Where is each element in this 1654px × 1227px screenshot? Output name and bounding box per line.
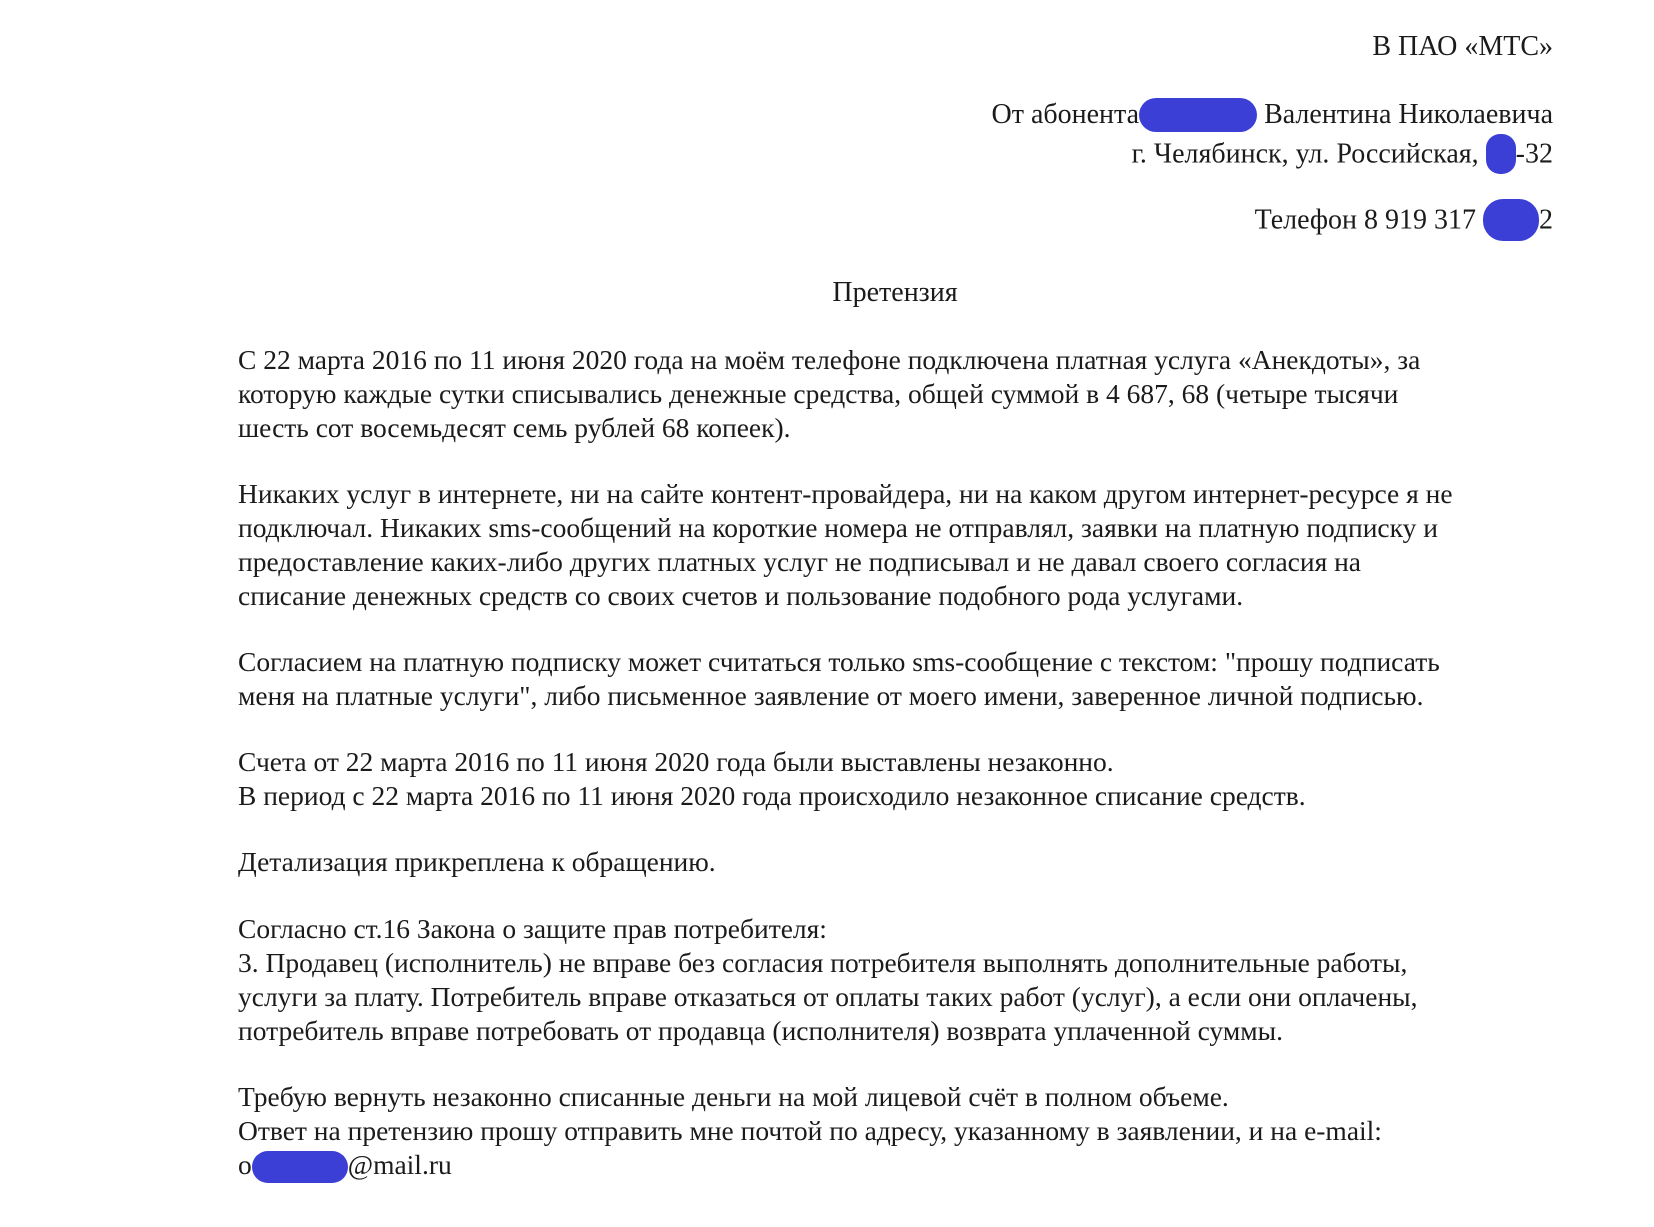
paragraph-line: Никаких услуг в интернете, ни на сайте контент-провайдера, ни на каком другом интернет-ресурсе я не [238,478,1453,509]
redaction-mark-phone [1483,199,1539,241]
paragraph-line: С 22 марта 2016 по 11 июня 2020 года на моём телефоне подключена платная услуга «Анекдоты», за [238,344,1421,375]
paragraph-line: Требую вернуть незаконно списанные деньги на мой лицевой счёт в полном объеме. [238,1081,1229,1112]
paragraph-line: 3. Продавец (исполнитель) не вправе без согласия потребителя выполнять дополнительные работы, [238,947,1408,978]
paragraph-line: Ответ на претензию прошу отправить мне почтой по адресу, указанному в заявлении, и на e-mail: [238,1115,1382,1146]
address-line [1132,136,1553,176]
recipient-line [1372,30,1553,64]
paragraph-line: которую каждые сутки списывались денежные средства, общей суммой в 4 687, 68 (четыре тысячи [238,378,1399,409]
paragraph-line: Счета от 22 марта 2016 по 11 июня 2020 года были выставлены незаконно. [238,746,1114,777]
paragraph-line: предоставление каких-либо других платных услуг не подписывал и не давал своего согласия на [238,546,1362,577]
email-line [238,1148,1588,1184]
document-title [0,276,1654,310]
paragraph-line: Детализация прикреплена к обращению. [238,846,716,877]
paragraph-3 [238,645,1588,713]
phone-line [1255,201,1553,243]
sender-name: Валентина Николаевича [1264,99,1553,130]
redaction-mark-email [252,1151,348,1183]
paragraph-line: меня на платные услуги", либо письменное заявление от моего имени, заверенное личной подписью. [238,680,1424,711]
paragraph-7 [238,1080,1588,1184]
redaction-mark-house [1486,134,1516,174]
paragraph-line: Согласием на платную подписку может считаться только sms-сообщение с текстом: "прошу подписать [238,646,1440,677]
paragraph-line: потребитель вправе потребовать от продавца (исполнителя) возврата уплаченной суммы. [238,1015,1283,1046]
paragraph-line: В период с 22 марта 2016 по 11 июня 2020 года происходило незаконное списание средств. [238,780,1306,811]
paragraph-line: шесть сот восемьдесят семь рублей 68 копеек). [238,412,791,443]
paragraph-line: услуги за плату. Потребитель вправе отказаться от оплаты таких работ (услуг), а если они оплачены, [238,981,1418,1012]
paragraph-6 [238,912,1588,1048]
email-suffix: @mail.ru [347,1149,452,1180]
paragraph-5 [238,845,1588,879]
paragraph-4 [238,745,1588,813]
phone-suffix: 2 [1539,204,1553,236]
paragraph-2 [238,477,1588,613]
email-prefix: о [238,1149,252,1180]
address-prefix: г. Челябинск, ул. Российская, [1131,138,1479,170]
title-text: Претензия [832,277,958,308]
paragraph-line: Согласно ст.16 Закона о защите прав потребителя: [238,913,827,944]
address-suffix: -32 [1515,138,1553,170]
phone-prefix: Телефон 8 919 317 [1254,204,1476,236]
recipient: В ПАО «МТС» [1372,31,1553,62]
redaction-mark-surname [1139,98,1257,132]
paragraph-line: подключал. Никаких sms-сообщений на короткие номера не отправлял, заявки на платную подписку и [238,512,1438,543]
paragraph-line: списание денежных средств со своих счетов и пользование подобного рода услугами. [238,580,1244,611]
sender-prefix: От абонента [991,99,1140,130]
paragraph-1 [238,343,1588,445]
sender-line [992,98,1553,134]
